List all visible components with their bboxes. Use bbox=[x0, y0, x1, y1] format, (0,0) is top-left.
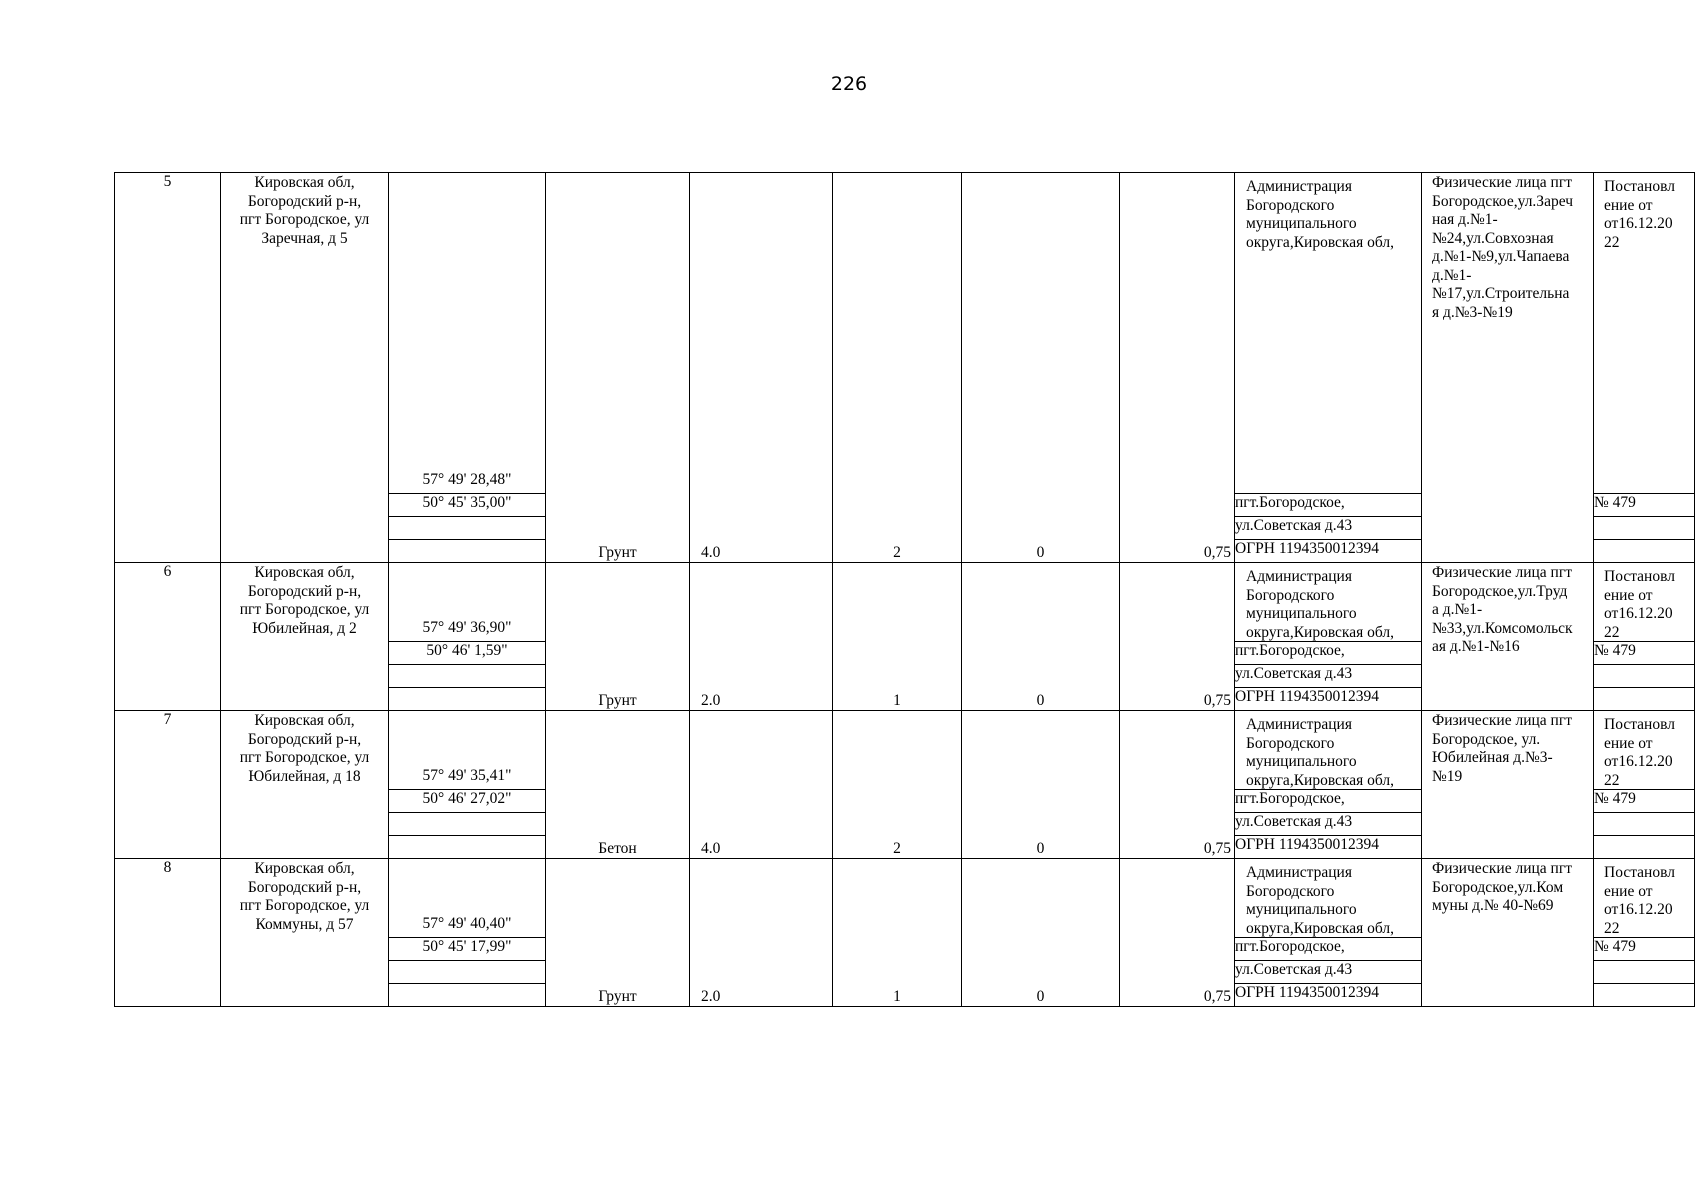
document-cell bbox=[1594, 563, 1695, 711]
text-line: муниципального bbox=[1246, 753, 1357, 770]
longitude: 50° 46' 27,02" bbox=[389, 790, 545, 813]
owner-street: ул.Советская д.43 bbox=[1235, 813, 1421, 836]
text-line: от16.12.20 bbox=[1604, 901, 1673, 918]
document-empty-line bbox=[1594, 540, 1694, 563]
text-line: Богородского bbox=[1246, 196, 1335, 214]
waste-sources-cell bbox=[1422, 563, 1594, 711]
document-details bbox=[1594, 641, 1694, 710]
document-number: № 479 bbox=[1594, 790, 1694, 813]
row-number: 6 bbox=[115, 563, 221, 711]
text-line: 22 bbox=[1604, 233, 1620, 251]
coordinates-empty-line bbox=[389, 540, 545, 563]
owner-ogrn: ОГРН 1194350012394 bbox=[1235, 688, 1421, 711]
coordinates-cell bbox=[389, 563, 546, 711]
table-row bbox=[115, 859, 1695, 1007]
text-line: д.№1-№9,ул.Чапаева bbox=[1432, 248, 1570, 265]
document-title bbox=[1594, 715, 1694, 789]
table-row bbox=[115, 563, 1695, 711]
text-line: №19 bbox=[1432, 767, 1463, 785]
surface-type: Бетон bbox=[546, 711, 690, 859]
surface-type: Грунт bbox=[546, 173, 690, 563]
text-line: муниципального bbox=[1246, 901, 1357, 918]
latitude: 57° 49' 28,48" bbox=[422, 471, 512, 488]
text-line: Физические лица пгт bbox=[1432, 712, 1572, 729]
text-line: Администрация bbox=[1246, 178, 1352, 195]
text-line: Богородское,ул.Труд bbox=[1432, 582, 1568, 600]
owner-street: ул.Советская д.43 bbox=[1235, 961, 1421, 984]
owner-locality: пгт.Богородское, bbox=[1235, 494, 1421, 517]
text-line: я д.№3-№19 bbox=[1432, 303, 1513, 321]
owner-locality: пгт.Богородское, bbox=[1235, 938, 1421, 961]
registry-table bbox=[114, 172, 1695, 1007]
coordinates-cell bbox=[389, 859, 546, 1007]
site-area: 4.0 bbox=[690, 173, 833, 563]
owner-ogrn: ОГРН 1194350012394 bbox=[1235, 540, 1421, 563]
document-details bbox=[1594, 789, 1694, 858]
owner-details bbox=[1235, 937, 1421, 1006]
waste-sources-cell bbox=[1422, 173, 1594, 563]
text-line: Физические лица пгт bbox=[1432, 860, 1572, 877]
site-area: 4.0 bbox=[690, 711, 833, 859]
latitude: 57° 49' 40,40" bbox=[422, 915, 512, 932]
coordinates-subtable bbox=[389, 619, 545, 710]
text-line: Кировская обл, bbox=[254, 174, 355, 191]
text-line: Богородское,ул.Зареч bbox=[1432, 192, 1573, 210]
container-volume: 0,75 bbox=[1120, 711, 1235, 859]
document-title bbox=[1594, 567, 1694, 641]
container-volume: 0,75 bbox=[1120, 173, 1235, 563]
owner-details bbox=[1235, 789, 1421, 858]
text-line: Богородского bbox=[1246, 586, 1335, 604]
text-line: Богородского bbox=[1246, 882, 1335, 900]
text-line: №24,ул.Совхозная bbox=[1432, 229, 1554, 247]
text-line: Богородское, ул. bbox=[1432, 730, 1541, 748]
address-cell bbox=[221, 563, 389, 711]
text-line: Богородское,ул.Ком bbox=[1432, 878, 1564, 896]
text-line: Богородский р-н, bbox=[247, 878, 362, 896]
surface-type: Грунт bbox=[546, 563, 690, 711]
owner-name bbox=[1235, 863, 1421, 937]
text-line: от16.12.20 bbox=[1604, 215, 1673, 232]
text-line: муны д.№ 40-№69 bbox=[1432, 897, 1554, 914]
document-empty-line bbox=[1594, 688, 1694, 711]
coordinates-empty-line bbox=[389, 813, 545, 836]
document-empty-line bbox=[1594, 665, 1694, 688]
text-line: округа,Кировская обл, bbox=[1246, 623, 1394, 641]
document-details bbox=[1594, 937, 1694, 1006]
text-line: №33,ул.Комсомольск bbox=[1432, 619, 1573, 637]
surface-type: Грунт bbox=[546, 859, 690, 1007]
row-number: 8 bbox=[115, 859, 221, 1007]
longitude: 50° 45' 35,00" bbox=[389, 494, 545, 517]
owner-name bbox=[1235, 177, 1421, 493]
owner-locality: пгт.Богородское, bbox=[1235, 642, 1421, 665]
text-line: округа,Кировская обл, bbox=[1246, 233, 1394, 251]
coordinates-cell bbox=[389, 173, 546, 563]
page-number: 226 bbox=[830, 73, 868, 95]
document-empty-line bbox=[1594, 813, 1694, 836]
text-line: 22 bbox=[1604, 771, 1620, 789]
coordinates-cell bbox=[389, 711, 546, 859]
text-line: муниципального bbox=[1246, 215, 1357, 232]
table-row bbox=[115, 711, 1695, 859]
text-line: ая д.№1-№16 bbox=[1432, 638, 1520, 655]
text-line: округа,Кировская обл, bbox=[1246, 919, 1394, 937]
document-empty-line bbox=[1594, 836, 1694, 859]
coordinates-empty-line bbox=[389, 665, 545, 688]
text-line: пгт Богородское, ул bbox=[239, 749, 370, 766]
owner-name bbox=[1235, 567, 1421, 641]
text-line: а д.№1- bbox=[1432, 601, 1483, 618]
coordinates-empty-line bbox=[389, 836, 545, 859]
coordinates-subtable bbox=[389, 767, 545, 858]
text-line: муниципального bbox=[1246, 605, 1357, 622]
text-line: Богородский р-н, bbox=[247, 582, 362, 600]
longitude: 50° 45' 17,99" bbox=[389, 938, 545, 961]
container-count: 1 bbox=[833, 859, 962, 1007]
text-line: д.№1- bbox=[1432, 266, 1472, 284]
owner-ogrn: ОГРН 1194350012394 bbox=[1235, 984, 1421, 1007]
document-number: № 479 bbox=[1594, 642, 1694, 665]
address-cell bbox=[221, 859, 389, 1007]
text-line: Богородский р-н, bbox=[247, 192, 362, 210]
table-row bbox=[115, 173, 1695, 563]
waste-sources-cell bbox=[1422, 859, 1594, 1007]
owner-name bbox=[1235, 715, 1421, 789]
container-count: 1 bbox=[833, 563, 962, 711]
text-line: Юбилейная, д 2 bbox=[252, 619, 357, 637]
coordinates-empty-line bbox=[389, 688, 545, 711]
address-cell bbox=[221, 711, 389, 859]
text-line: округа,Кировская обл, bbox=[1246, 771, 1394, 789]
coordinates-empty-line bbox=[389, 984, 545, 1007]
text-line: Физические лица пгт bbox=[1432, 174, 1572, 191]
container-count: 2 bbox=[833, 173, 962, 563]
text-line: от16.12.20 bbox=[1604, 605, 1673, 622]
planned-container-count: 0 bbox=[962, 711, 1120, 859]
text-line: Кировская обл, bbox=[254, 860, 355, 877]
owner-street: ул.Советская д.43 bbox=[1235, 517, 1421, 540]
text-line: Постановл bbox=[1604, 568, 1675, 585]
container-count: 2 bbox=[833, 711, 962, 859]
document-empty-line bbox=[1594, 984, 1694, 1007]
planned-container-count: 0 bbox=[962, 173, 1120, 563]
document-title bbox=[1594, 863, 1694, 937]
owner-ogrn: ОГРН 1194350012394 bbox=[1235, 836, 1421, 859]
coordinates-subtable bbox=[389, 471, 545, 562]
coordinates-empty-line bbox=[389, 961, 545, 984]
coordinates-empty-line bbox=[389, 517, 545, 540]
text-line: Администрация bbox=[1246, 716, 1352, 733]
planned-container-count: 0 bbox=[962, 859, 1120, 1007]
text-line: ение от bbox=[1604, 586, 1653, 604]
text-line: Заречная, д 5 bbox=[261, 229, 348, 247]
text-line: Коммуны, д 57 bbox=[255, 915, 354, 933]
row-number: 5 bbox=[115, 173, 221, 563]
text-line: 22 bbox=[1604, 623, 1620, 641]
container-volume: 0,75 bbox=[1120, 563, 1235, 711]
text-line: Постановл bbox=[1604, 716, 1675, 733]
text-line: ение от bbox=[1604, 734, 1653, 752]
text-line: от16.12.20 bbox=[1604, 753, 1673, 770]
row-number: 7 bbox=[115, 711, 221, 859]
planned-container-count: 0 bbox=[962, 563, 1120, 711]
address-cell bbox=[221, 173, 389, 563]
document-cell bbox=[1594, 173, 1695, 563]
text-line: Физические лица пгт bbox=[1432, 564, 1572, 581]
text-line: Юбилейная д.№3- bbox=[1432, 749, 1553, 766]
owner-cell bbox=[1235, 173, 1422, 563]
text-line: Богородский р-н, bbox=[247, 730, 362, 748]
longitude: 50° 46' 1,59" bbox=[389, 642, 545, 665]
text-line: Богородского bbox=[1246, 734, 1335, 752]
document-empty-line bbox=[1594, 961, 1694, 984]
owner-cell bbox=[1235, 711, 1422, 859]
document-details bbox=[1594, 493, 1694, 562]
text-line: пгт Богородское, ул bbox=[239, 601, 370, 618]
owner-cell bbox=[1235, 859, 1422, 1007]
text-line: пгт Богородское, ул bbox=[239, 211, 370, 228]
text-line: Постановл bbox=[1604, 178, 1675, 195]
owner-street: ул.Советская д.43 bbox=[1235, 665, 1421, 688]
container-volume: 0,75 bbox=[1120, 859, 1235, 1007]
owner-details bbox=[1235, 641, 1421, 710]
text-line: пгт Богородское, ул bbox=[239, 897, 370, 914]
text-line: ение от bbox=[1604, 882, 1653, 900]
site-area: 2.0 bbox=[690, 859, 833, 1007]
document-empty-line bbox=[1594, 517, 1694, 540]
owner-locality: пгт.Богородское, bbox=[1235, 790, 1421, 813]
owner-cell bbox=[1235, 563, 1422, 711]
text-line: ная д.№1- bbox=[1432, 211, 1498, 228]
latitude: 57° 49' 35,41" bbox=[422, 767, 512, 784]
owner-details bbox=[1235, 493, 1421, 562]
document-cell bbox=[1594, 859, 1695, 1007]
text-line: Кировская обл, bbox=[254, 564, 355, 581]
text-line: Постановл bbox=[1604, 864, 1675, 881]
text-line: Администрация bbox=[1246, 568, 1352, 585]
waste-sources-cell bbox=[1422, 711, 1594, 859]
coordinates-subtable bbox=[389, 915, 545, 1006]
site-area: 2.0 bbox=[690, 563, 833, 711]
text-line: 22 bbox=[1604, 919, 1620, 937]
document-number: № 479 bbox=[1594, 938, 1694, 961]
document-title bbox=[1594, 177, 1694, 493]
latitude: 57° 49' 36,90" bbox=[422, 619, 512, 636]
text-line: Кировская обл, bbox=[254, 712, 355, 729]
text-line: №17,ул.Строительна bbox=[1432, 285, 1570, 302]
text-line: Юбилейная, д 18 bbox=[248, 767, 361, 785]
text-line: Администрация bbox=[1246, 864, 1352, 881]
document-number: № 479 bbox=[1594, 494, 1694, 517]
text-line: ение от bbox=[1604, 196, 1653, 214]
document-cell bbox=[1594, 711, 1695, 859]
